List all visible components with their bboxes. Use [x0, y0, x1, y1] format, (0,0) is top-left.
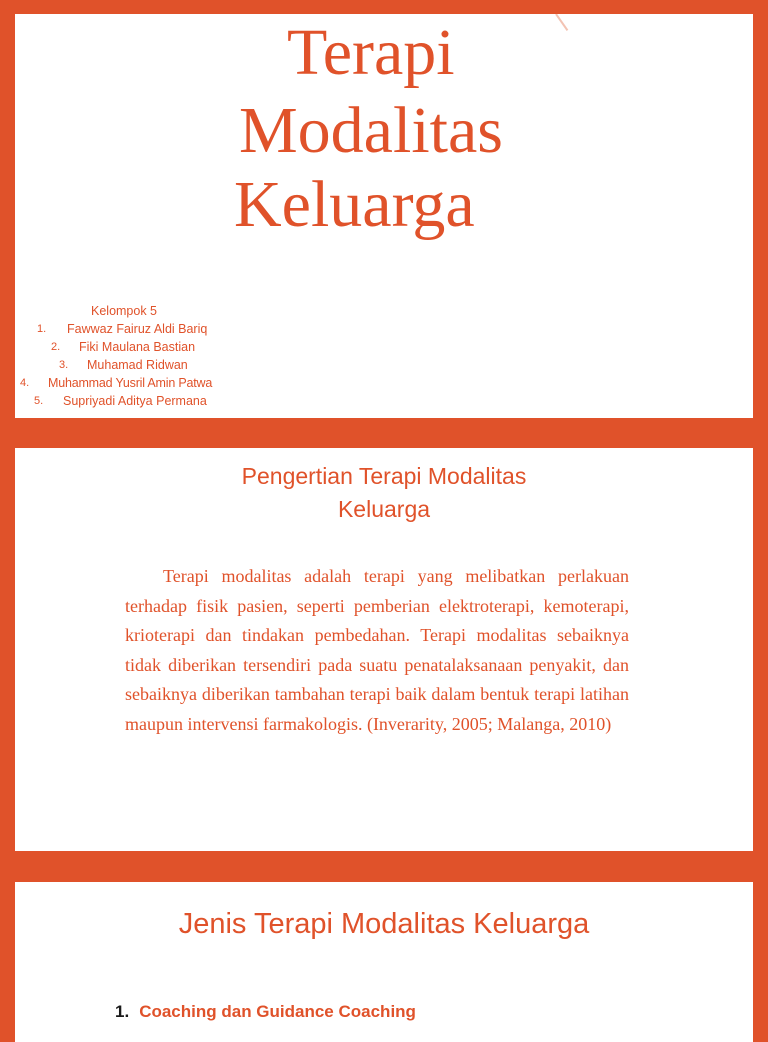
group-label: Kelompok 5 — [91, 304, 158, 318]
item-label: Coaching dan Guidance Coaching — [139, 1002, 416, 1021]
member-number: 4. — [20, 377, 30, 389]
title-line-1: Terapi — [287, 16, 455, 89]
slide-definition — [15, 448, 753, 851]
member-name: Supriyadi Aditya Permana — [63, 394, 207, 408]
member-name: Fawwaz Fairuz Aldi Bariq — [67, 322, 208, 336]
member-number: 3. — [59, 359, 69, 371]
member-item — [15, 320, 255, 338]
list-item — [115, 1002, 416, 1022]
member-number: 2. — [51, 341, 61, 353]
item-number: 1. — [115, 1002, 130, 1021]
member-number: 5. — [34, 395, 44, 407]
slide-title — [15, 14, 753, 418]
heading-line-1: Pengertian Terapi Modalitas — [241, 463, 527, 489]
member-name: Muhammad Yusril Amin Patwa — [48, 376, 213, 390]
member-item — [15, 392, 255, 410]
member-name: Fiki Maulana Bastian — [79, 340, 196, 354]
title-line-2: Modalitas — [239, 94, 503, 167]
member-name: Muhamad Ridwan — [87, 358, 188, 372]
member-number: 1. — [37, 323, 47, 335]
slide-heading: Jenis Terapi Modalitas Keluarga — [178, 908, 590, 940]
heading-line-2: Keluarga — [337, 496, 431, 522]
title-line-3: Keluarga — [234, 168, 475, 241]
definition-paragraph: Terapi modalitas adalah terapi yang melibatkan perlakuan terhadap fisik pasien, seperti pemberian elektroterapi, kemoterapi, krioterapi dan tindakan pembedahan. Terapi modalitas sebaiknya tidak diberikan tersendiri pada suatu penatalaksanaan penyakit, dan sebaiknya diberikan tambahan terapi baik dalam bentuk terapi latihan maupun intervensi farmakologis. (Inverarity, 2005; Malanga, 2010) — [125, 566, 629, 734]
slide-types — [15, 882, 753, 1042]
decorative-line — [555, 14, 568, 31]
member-item — [15, 374, 255, 392]
member-item — [15, 356, 255, 374]
slide-heading — [15, 460, 753, 526]
member-item — [15, 338, 255, 356]
